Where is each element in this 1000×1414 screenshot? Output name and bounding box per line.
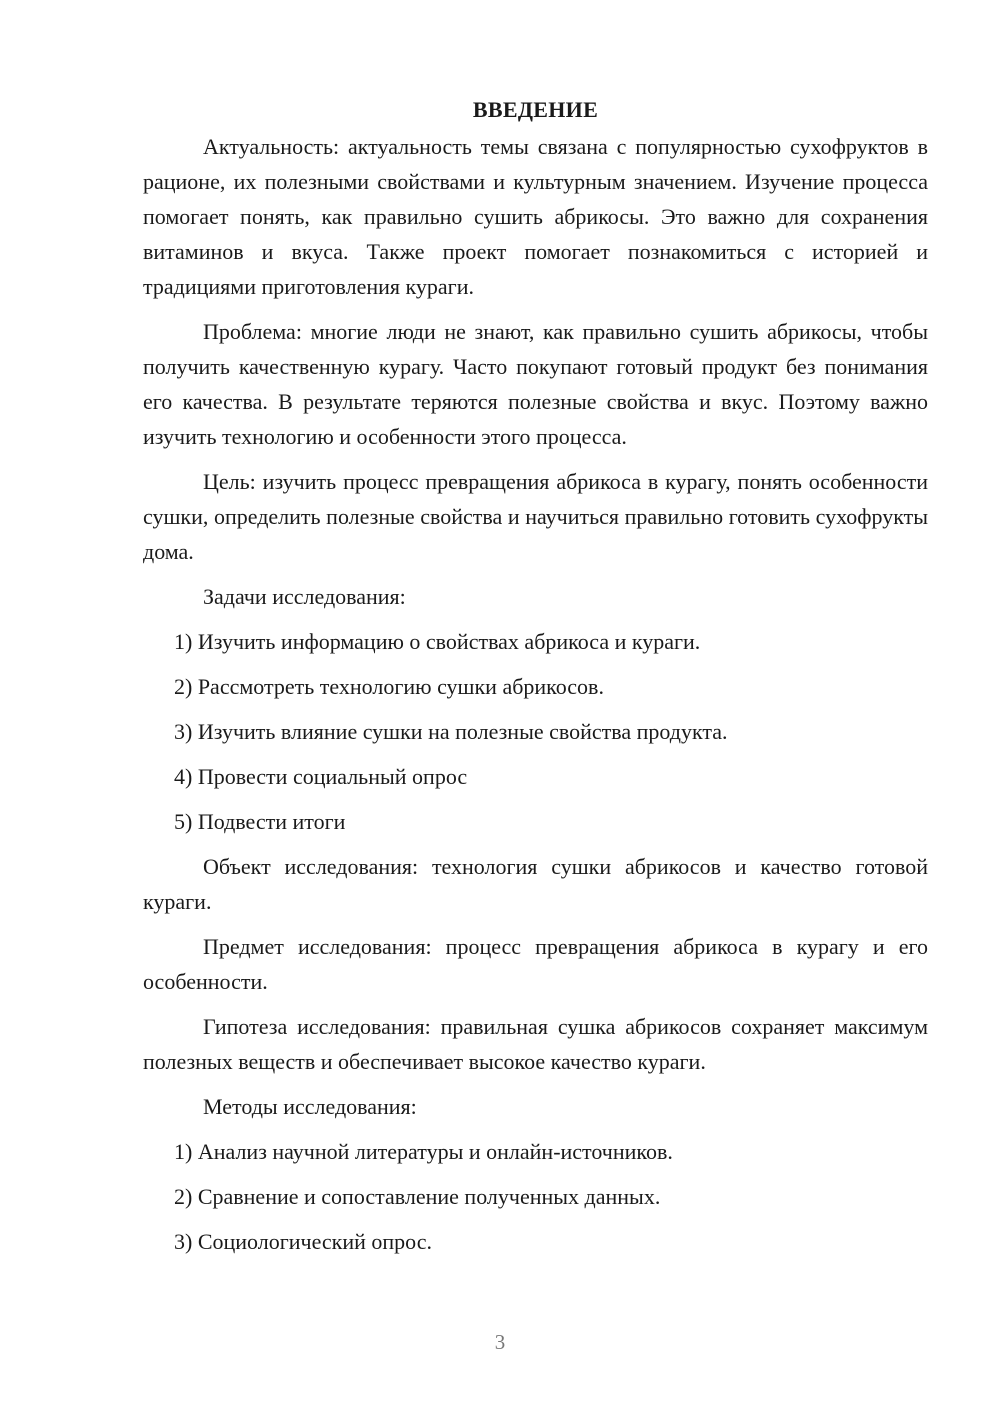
goal-paragraph: Цель: изучить процесс превращения абрикоса в курагу, понять особенности сушки, определить полезные свойства и научиться правильно готовить сухофрукты дома. <box>143 469 928 564</box>
problem-paragraph: Проблема: многие люди не знают, как правильно сушить абрикосы, чтобы получить качественную курагу. Часто покупают готовый продукт без понимания его качества. В результате теряются полезные свойства и вкус. Поэтому важно изучить технологию и особенности этого процесса. <box>143 319 928 449</box>
methods-heading: Методы исследования: <box>203 1094 417 1119</box>
subject-paragraph: Предмет исследования: процесс превращения абрикоса в курагу и его особенности. <box>143 934 928 994</box>
method-item: 2) Сравнение и сопоставление полученных данных. <box>174 1184 661 1209</box>
methods-list <box>143 1134 928 1259</box>
task-item: 4) Провести социальный опрос <box>174 764 468 789</box>
tasks-list <box>143 624 928 839</box>
method-item: 1) Анализ научной литературы и онлайн-источников. <box>174 1139 673 1164</box>
tasks-heading: Задачи исследования: <box>203 584 406 609</box>
document-page <box>143 92 928 1269</box>
page-number: 3 <box>494 1330 506 1354</box>
task-item: 5) Подвести итоги <box>174 809 346 834</box>
hypothesis-paragraph: Гипотеза исследования: правильная сушка абрикосов сохраняет максимум полезных веществ и обеспечивает высокое качество кураги. <box>143 1014 928 1074</box>
object-paragraph: Объект исследования: технология сушки абрикосов и качество готовой кураги. <box>143 854 928 914</box>
method-item: 3) Социологический опрос. <box>174 1229 432 1254</box>
task-item: 1) Изучить информацию о свойствах абрикоса и кураги. <box>174 629 701 654</box>
relevance-paragraph: Актуальность: актуальность темы связана с популярностью сухофруктов в рационе, их полезными свойствами и культурным значением. Изучение процесса помогает понять, как правильно сушить абрикосы. Это важно для сохранения витаминов и вкуса. Также проект помогает познакомиться с историей и традициями приготовления кураги. <box>143 134 928 299</box>
section-title: ВВЕДЕНИЕ <box>472 97 599 122</box>
task-item: 2) Рассмотреть технологию сушки абрикосов. <box>174 674 604 699</box>
task-item: 3) Изучить влияние сушки на полезные свойства продукта. <box>174 719 728 744</box>
